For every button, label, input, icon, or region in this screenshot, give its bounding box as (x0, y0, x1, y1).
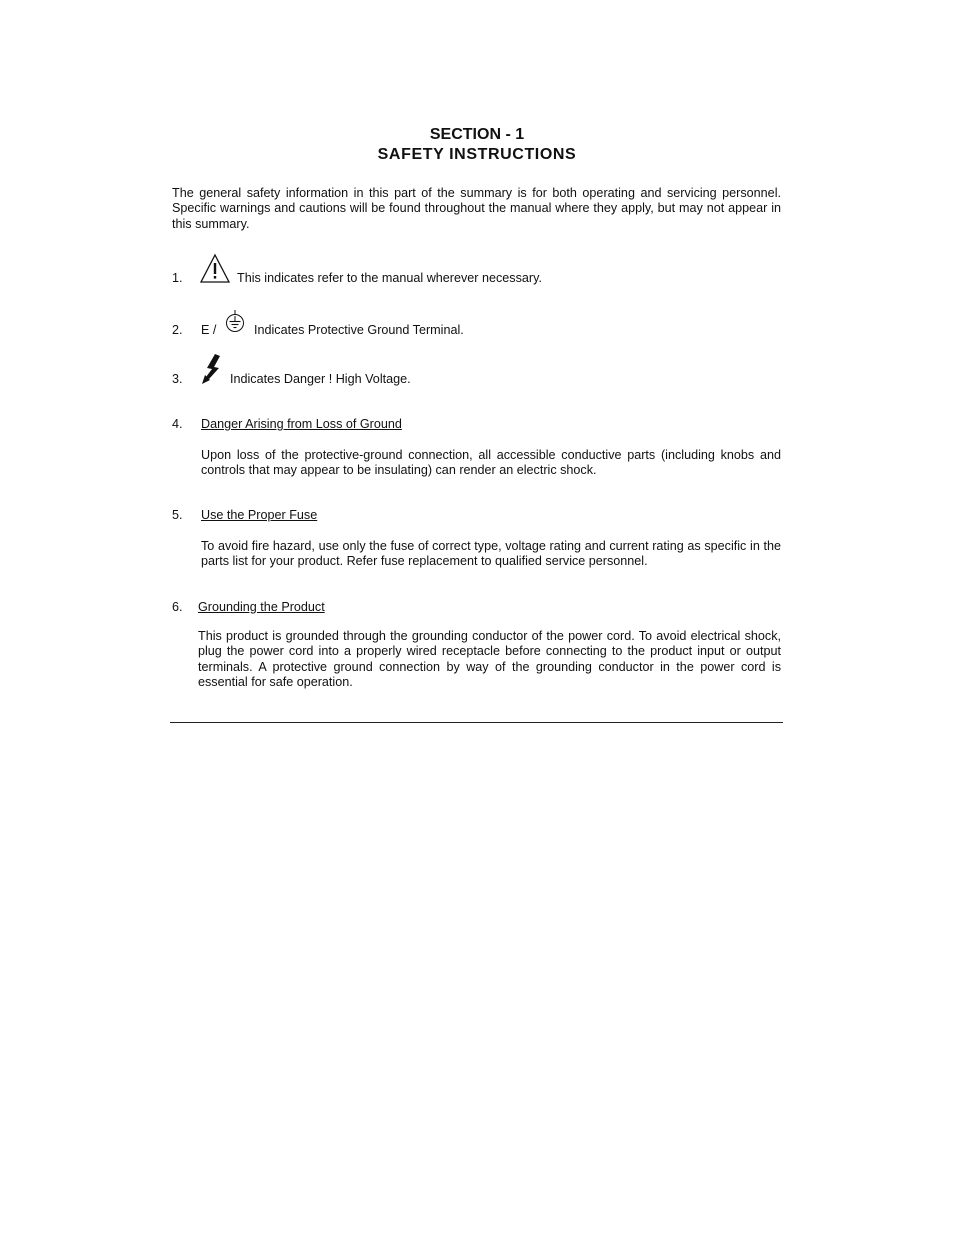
section-title: SAFETY INSTRUCTIONS (377, 146, 577, 163)
item-number-4: 4. (172, 417, 183, 431)
item-4-heading: Danger Arising from Loss of Ground (201, 417, 402, 431)
warning-triangle-icon (200, 253, 232, 285)
item-2-text: Indicates Protective Ground Terminal. (254, 323, 464, 337)
item-1-text: This indicates refer to the manual wherever necessary. (237, 271, 542, 285)
intro-paragraph: The general safety information in this part of the summary is for both operating and servicing personnel. Specific warnings and cautions will be found throughout the manual where they apply, but may not appear in this summary. (172, 186, 781, 231)
section-number: SECTION - 1 (429, 126, 525, 143)
high-voltage-icon (200, 353, 224, 385)
item-number-3: 3. (172, 372, 183, 386)
item-2-prefix: E / (201, 323, 217, 337)
item-number-2: 2. (172, 323, 183, 337)
item-3-text: Indicates Danger ! High Voltage. (230, 372, 411, 386)
item-6-body: This product is grounded through the grounding conductor of the power cord. To avoid electrical shock, plug the power cord into a properly wired receptacle before connecting to the product input or output terminals. A protective ground connection by way of the grounding conductor in the power cord is essential for safe operation. (198, 629, 781, 689)
item-number-6: 6. (172, 600, 183, 614)
item-number-5: 5. (172, 508, 183, 522)
item-6-heading: Grounding the Product (198, 600, 325, 614)
protective-ground-icon (224, 309, 246, 335)
item-5-body: To avoid fire hazard, use only the fuse of correct type, voltage rating and current rating as specific in the parts list for your product. Refer fuse replacement to qualified service personnel. (201, 539, 781, 569)
item-4-body: Upon loss of the protective-ground connection, all accessible conductive parts (including knobs and controls that may appear to be insulating) can render an electric shock. (201, 448, 781, 478)
item-number-1: 1. (172, 271, 183, 285)
section-divider (170, 722, 783, 723)
item-5-heading: Use the Proper Fuse (201, 508, 318, 522)
